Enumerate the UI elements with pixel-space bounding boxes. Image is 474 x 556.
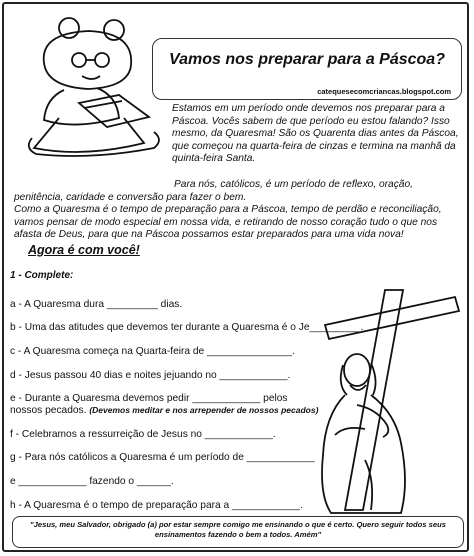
agora-heading: Agora é com você! <box>28 243 140 257</box>
intro-continuation <box>14 179 464 242</box>
question-g-line1[interactable]: g - Para nós católicos a Quaresma é um período de ____________ <box>10 452 315 463</box>
question-e-text: nossos pecados. <box>10 405 87 416</box>
question-e-line2 <box>10 405 318 416</box>
intro-paragraph: Estamos em um período onde devemos nos preparar para a Páscoa. Vocês sabem de que período eu estou falando? Isso mesmo, da Quaresma! São os Quarenta dias antes da Páscoa, que começou na quarta-feira de cinzas e termina na manhã da quinta-feira Santa. <box>172 103 459 165</box>
intro-line-b: penitência, caridade e conversão para fazer o bem. <box>14 191 247 203</box>
prayer-footer: "Jesus, meu Salvador, obrigado (a) por estar sempre comigo me ensinando o que é certo. Quero seguir todos seus ensinamentos fazendo o bem a todos. Amém" <box>12 516 464 548</box>
intro-line-a: Para nós, católicos, é um período de reflexo, oração, <box>174 179 413 190</box>
girl-reading-illustration <box>14 8 164 158</box>
jesus-carrying-cross-illustration <box>295 285 470 515</box>
question-h[interactable]: h - A Quaresma é o tempo de preparação para a ____________. <box>10 500 303 511</box>
question-a[interactable]: a - A Quaresma dura _________ dias. <box>10 299 183 310</box>
question-c[interactable]: c - A Quaresma começa na Quarta-feira de _______________. <box>10 346 295 357</box>
question-e-line1[interactable]: e - Durante a Quaresma devemos pedir ____________ pelos <box>10 393 288 404</box>
site-url: catequesecomcriancas.blogspot.com <box>317 87 451 96</box>
intro-paragraph-3: Como a Quaresma é o tempo de preparação para a Páscoa, tempo de perdão e reconciliação, vamos pensar de modo especial em nossa vida, e retirando de nosso coração tudo o que nos afasta de Deus, para que na Páscoa possamos estar preparados para uma vida nova! <box>14 204 442 241</box>
question-d[interactable]: d - Jesus passou 40 dias e noites jejuando no ____________. <box>10 370 291 381</box>
question-f[interactable]: f - Celebramos a ressurreição de Jesus no ____________. <box>10 429 276 440</box>
section-heading: 1 - Complete: <box>10 270 74 281</box>
page-title: Vamos nos preparar para a Páscoa? <box>169 51 445 68</box>
question-g-line2[interactable]: e ____________ fazendo o ______. <box>10 476 174 487</box>
question-e-note: (Devemos meditar e nos arrepender de nossos pecados) <box>89 405 319 415</box>
question-b[interactable]: b - Uma das atitudes que devemos ter durante a Quaresma é o Je_________. <box>10 322 364 333</box>
title-box <box>152 38 462 100</box>
